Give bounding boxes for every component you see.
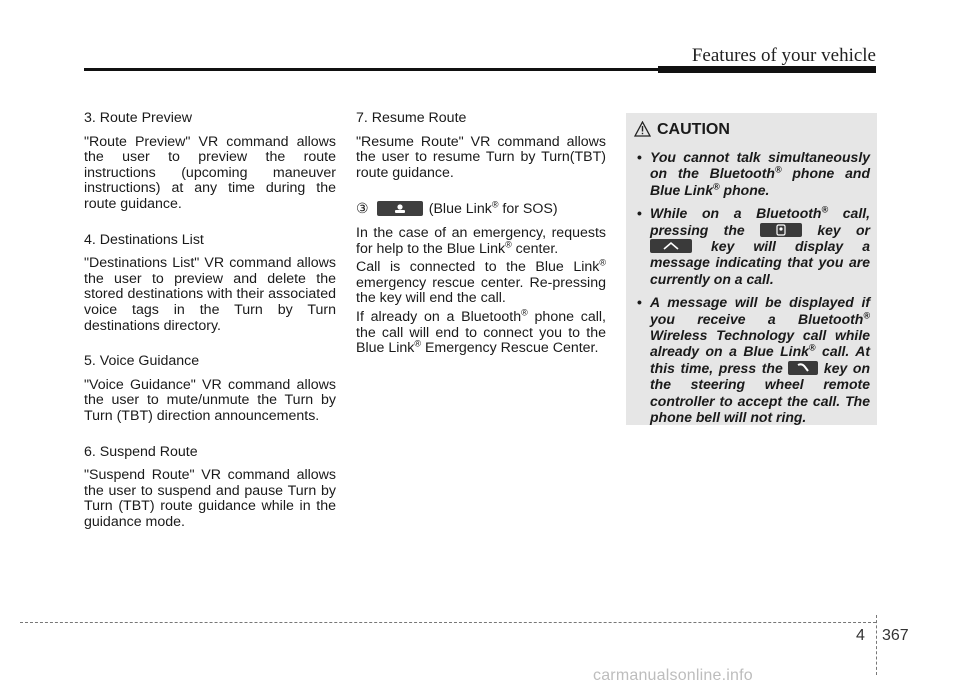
sos-heading: ③ (Blue Link® for SOS) [356, 199, 558, 218]
caution-box [626, 113, 877, 425]
sos-label-b: for SOS) [498, 201, 558, 218]
caution-list [634, 149, 870, 433]
page-separator [876, 615, 878, 675]
section-7-body: "Resume Route" VR command allows the user to resume Turn by Turn(TBT) route guidance. [356, 133, 606, 181]
phone-call-key-icon [788, 361, 818, 375]
section-6-body: "Suspend Route" VR command allows the user to suspend and pause Turn by Turn (TBT) route guidance while in the guidance mode. [84, 467, 336, 530]
header-rule-accent [658, 66, 876, 73]
caution-item-1: • You cannot talk simultaneously on the Bluetooth® phone and Blue Link® phone. [637, 149, 870, 198]
sos-paragraph-2: Call is connected to the Blue Link® emergency rescue center. Re-pressing the key will end the call. [356, 257, 606, 307]
header-title: Features of your vehicle [691, 45, 876, 66]
section-3-heading: 3. Route Preview [84, 110, 193, 126]
right-column [356, 111, 606, 360]
caution-item-2: • While on a Bluetooth® call, pressing the key or key will display a message indicating that you are currently on a call. [637, 204, 870, 287]
footer-rule [20, 622, 876, 624]
sos-marker: ③ [356, 201, 369, 218]
watermark: carmanualsonline.info [593, 667, 753, 684]
section-7-heading: 7. Resume Route [356, 110, 467, 126]
chapter-number: 4 [856, 627, 865, 644]
sos-paragraph-3: If already on a Bluetooth® phone call, the call will end to connect you to the Blue Link® Emergency Rescue Center. [356, 307, 606, 357]
section-6-heading: 6. Suspend Route [84, 443, 198, 460]
section-5-heading: 5. Voice Guidance [84, 353, 200, 370]
sos-label-a: (Blue Link [428, 201, 492, 218]
sos-paragraph-1: In the case of an emergency, requests for help to the Blue Link® center. [356, 224, 606, 257]
caution-triangle-icon [634, 121, 651, 142]
section-4-body: "Destinations List" VR command allows the user to preview and delete the stored destinations with their associated voice tags in the Turn by Turn destinations directory. [84, 255, 336, 334]
caution-heading: CAUTION [634, 121, 730, 142]
section-3-body: "Route Preview" VR command allows the user to preview the route instructions (upcoming maneuver instructions) at any time during the route guidance. [84, 133, 336, 212]
hang-up-key-icon [650, 239, 692, 253]
left-column [84, 111, 336, 533]
caution-item-3: • A message will be displayed if you receive a Bluetooth® Wireless Technology call while already on a Blue Link® call. At this time, press the key on the steering wheel remote controller to accept the call. The phone bell will not ring. [637, 294, 870, 426]
blue-link-key-icon [760, 223, 802, 237]
sos-key-icon [377, 201, 423, 216]
section-5-body: "Voice Guidance" VR command allows the user to mute/unmute the Turn by Turn (TBT) direction announcements. [84, 376, 336, 424]
page-number: 367 [882, 627, 909, 644]
section-4-heading: 4. Destinations List [84, 231, 204, 248]
